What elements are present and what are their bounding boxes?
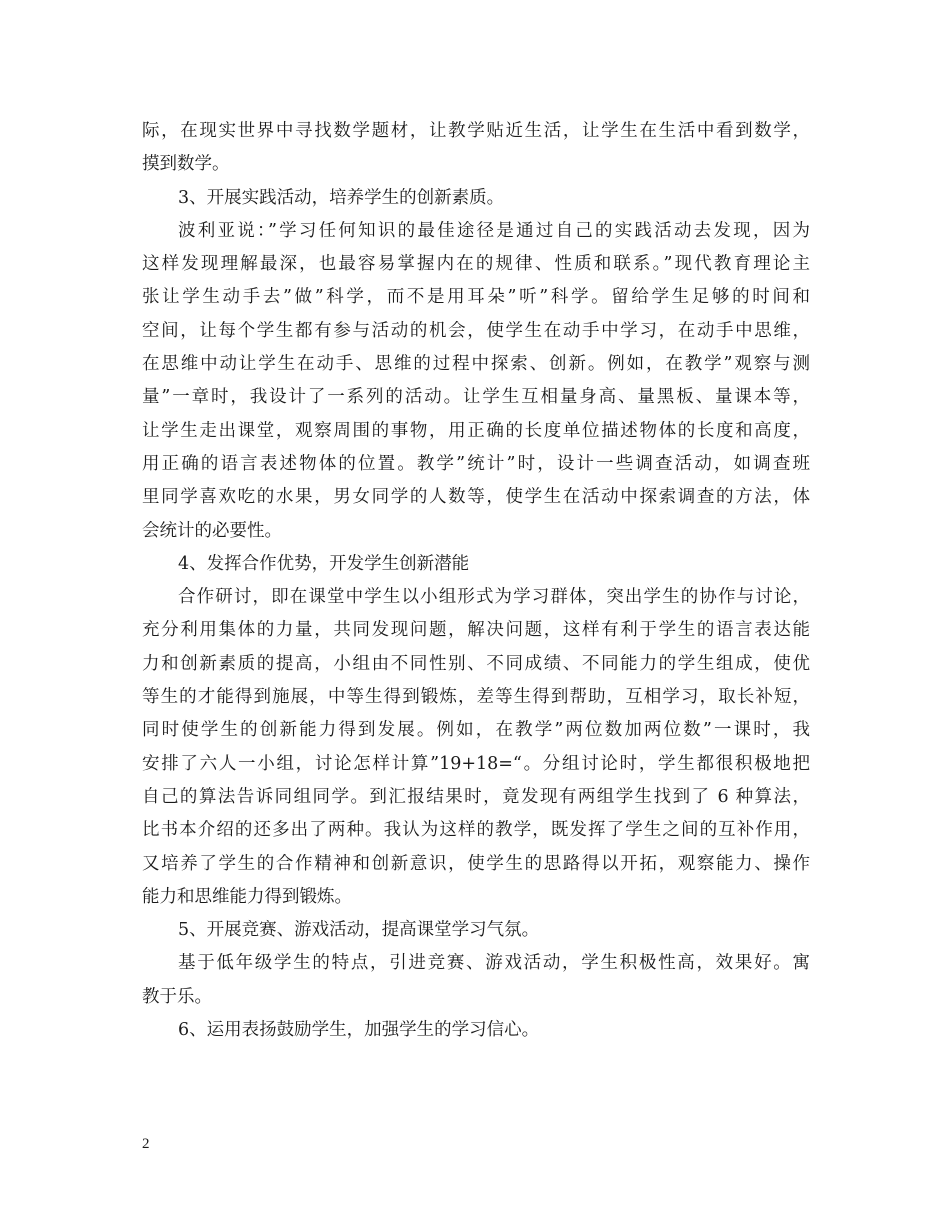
text-line: 量”一章时，我设计了一系列的活动。让学生互相量身高、量黑板、量课本等， xyxy=(142,387,810,408)
text-line: 自己的算法告诉同组同学。到汇报结果时，竟发现有两组学生找到了 6 种算法， xyxy=(142,786,810,807)
text-line: 合作研讨，即在课堂中学生以小组形式为学习群体，突出学生的协作与讨论， xyxy=(178,587,810,608)
text-line: 同时使学生的创新能力得到发展。例如，在教学”两位数加两位数”一课时，我 xyxy=(142,720,810,741)
text-line: 比书本介绍的还多出了两种。我认为这样的教学，既发挥了学生之间的互补作用， xyxy=(142,820,810,841)
text-line: 里同学喜欢吃的水果，男女同学的人数等，使学生在活动中探索调查的方法，体 xyxy=(142,487,810,508)
text-line: 充分利用集体的力量，共同发现问题，解决问题，这样有利于学生的语言表达能 xyxy=(142,620,810,641)
text-line: 基于低年级学生的特点，引进竞赛、游戏活动，学生积极性高，效果好。寓 xyxy=(178,953,810,974)
text-line: 张让学生动手去”做”科学，而不是用耳朵”听”科学。留给学生足够的时间和 xyxy=(142,287,810,308)
text-line: 空间，让每个学生都有参与活动的机会，使学生在动手中学习，在动手中思维， xyxy=(142,320,810,341)
text-line: 教于乐。 xyxy=(142,986,212,1007)
text-line: 际，在现实世界中寻找数学题材，让教学贴近生活，让学生在生活中看到数学， xyxy=(142,121,810,141)
text-line: 力和创新素质的提高，小组由不同性别、不同成绩、不同能力的学生组成，使优 xyxy=(142,653,810,674)
text-line: 用正确的语言表述物体的位置。教学”统计”时，设计一些调查活动，如调查班 xyxy=(142,453,810,474)
text-line: 3、开展实践活动，培养学生的创新素质。 xyxy=(178,187,505,208)
text-line: 这样发现理解最深，也最容易掌握内在的规律、性质和联系。”现代教育理论主 xyxy=(142,254,810,275)
text-line: 又培养了学生的合作精神和创新意识，使学生的思路得以开拓，观察能力、操作 xyxy=(142,853,810,874)
text-line: 让学生走出课堂，观察周围的事物，用正确的长度单位描述物体的长度和高度， xyxy=(142,420,810,441)
page-number: 2 xyxy=(142,1136,150,1152)
text-line: 安排了六人一小组，讨论怎样计算”19+18=“。分组讨论时，学生都很积极地把 xyxy=(142,753,810,774)
text-line: 4、发挥合作优势，开发学生创新潜能 xyxy=(178,553,470,574)
text-line: 会统计的必要性。 xyxy=(142,520,282,541)
text-line: 5、开展竞赛、游戏活动，提高课堂学习气氛。 xyxy=(178,920,540,941)
text-line: 在思维中动让学生在动手、思维的过程中探索、创新。例如，在教学”观察与测 xyxy=(142,354,810,375)
text-line: 摸到数学。 xyxy=(142,154,230,175)
text-line: 波利亚说：”学习任何知识的最佳途径是通过自己的实践活动去发现，因为 xyxy=(178,220,810,241)
text-line: 6、运用表扬鼓励学生，加强学生的学习信心。 xyxy=(178,1020,540,1041)
text-line: 等生的才能得到施展，中等生得到锻炼，差等生得到帮助，互相学习，取长补短， xyxy=(142,687,810,708)
document-body xyxy=(142,115,810,1047)
text-line: 能力和思维能力得到锻炼。 xyxy=(142,886,352,907)
